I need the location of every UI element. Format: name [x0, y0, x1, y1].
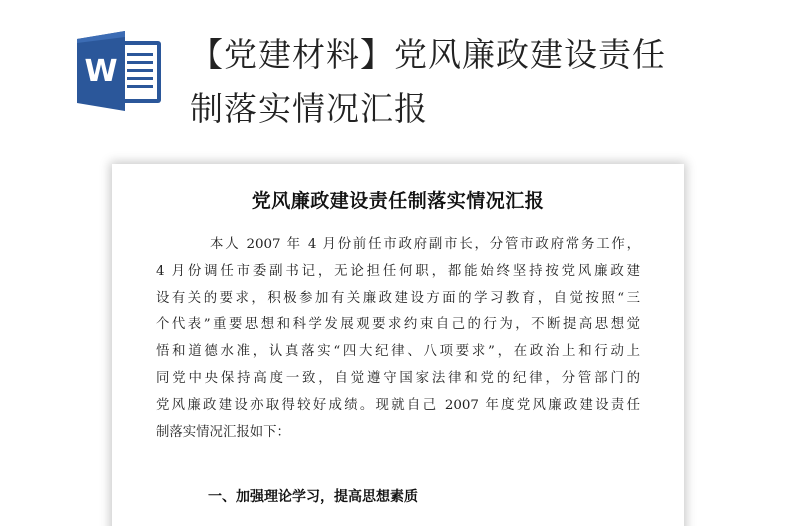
word-icon-graphic	[75, 31, 165, 111]
page-title-line-2: 制落实情况汇报	[190, 89, 428, 128]
paragraph-line: 同党中央保持高度一致，自觉遵守国家法律和党的纪律，分管部门的	[156, 370, 640, 386]
paragraph-line: 设有关的要求，积极参加有关廉政建设方面的学习教育，自觉按照“三	[156, 290, 640, 306]
document-page-preview	[112, 164, 684, 526]
page-title-line-1: 【党建材料】党风廉政建设责任	[190, 35, 666, 74]
paragraph-line: 党风廉政建设亦取得较好成绩。现就自己 2007 年度党风廉政建设责任	[156, 397, 640, 413]
paragraph-line: 个代表”重要思想和科学发展观要求约束自己的行为，不断提高思想觉	[156, 317, 640, 333]
paragraph-line: 制落实情况汇报如下：	[156, 424, 290, 440]
document-paragraph	[156, 232, 640, 446]
section-heading: 一、加强理论学习，提高思想素质	[208, 489, 418, 505]
paragraph-line: 4 月份调任市委副书记，无论担任何职，都能始终坚持按党风廉政建	[156, 263, 640, 279]
paragraph-line: 悟和道德水准，认真落实“四大纪律、八项要求”，在政治上和行动上	[156, 344, 640, 360]
word-document-icon	[75, 31, 165, 111]
word-icon-letter: W	[84, 54, 118, 89]
paragraph-line: 本人 2007 年 4 月份前任市政府副市长，分管市政府常务工作，	[210, 237, 640, 252]
document-title: 党风廉政建设责任制落实情况汇报	[251, 190, 545, 212]
page-title	[190, 28, 770, 136]
